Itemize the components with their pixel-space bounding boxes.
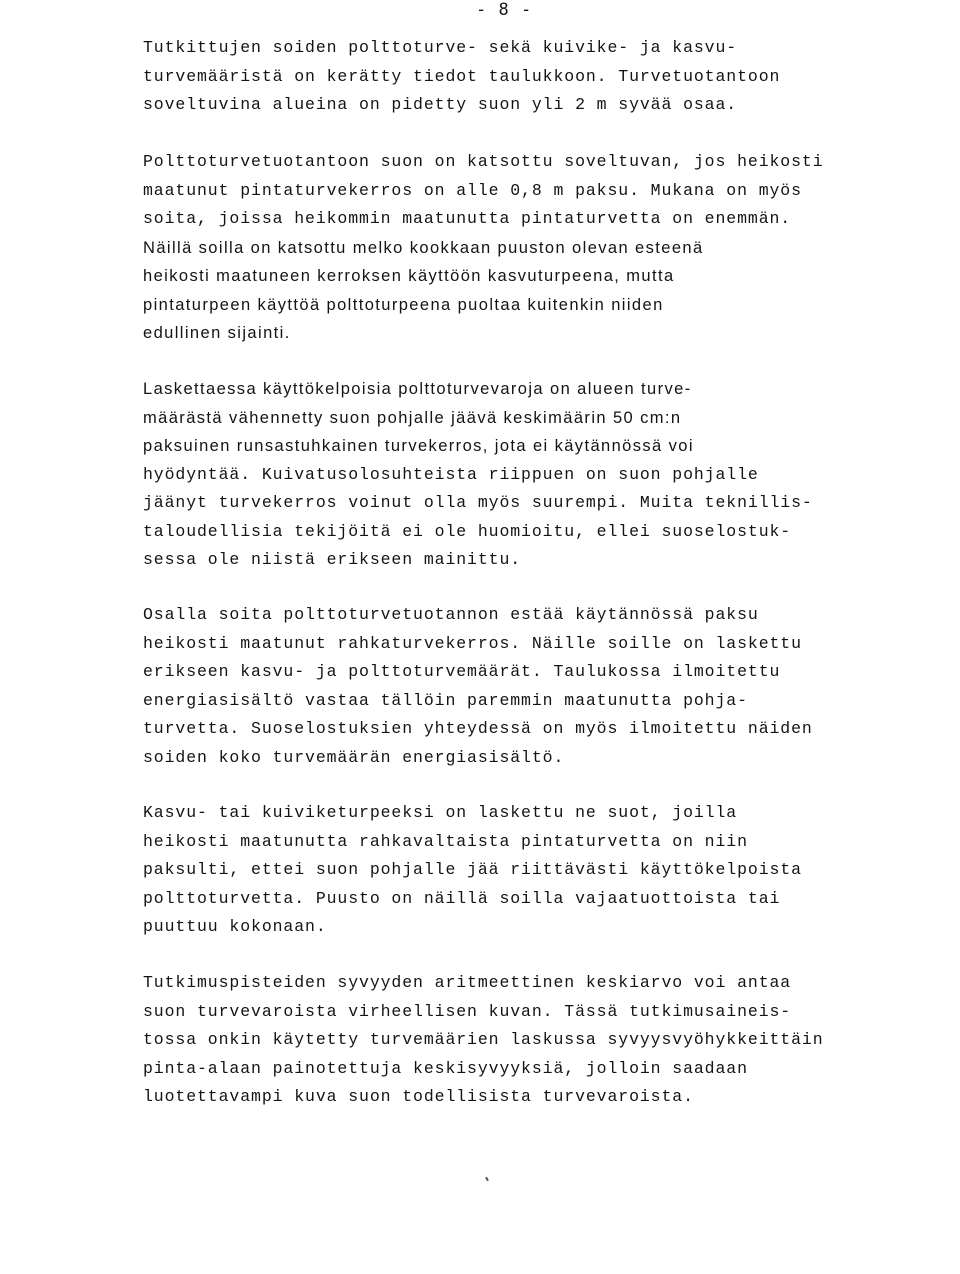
text-line: luotettavampi kuva suon todellisista turvevaroista.	[143, 1087, 694, 1106]
text-line: edullinen sijainti.	[143, 324, 291, 342]
text-line: Näillä soilla on katsottu melko kookkaan puuston olevan esteenä	[143, 238, 704, 257]
text-line: paksulti, ettei suon pohjalle jää riittävästi käyttökelpoista	[143, 860, 802, 879]
text-line: soita, joissa heikommin maatunutta pintaturvetta on enemmän.	[143, 209, 792, 228]
scan-speck	[485, 1177, 489, 1181]
text-line: Tutkittujen soiden polttoturve- sekä kuivike- ja kasvu-	[143, 38, 738, 57]
text-line: puuttuu kokonaan.	[143, 917, 327, 936]
paragraph-peat-quantities	[143, 34, 780, 120]
text-line: turvemääristä on kerätty tiedot taulukkoon. Turvetuotantoon	[143, 66, 781, 86]
text-line: pintaturpeen käyttöä polttoturpeena puoltaa kuitenkin niiden	[143, 295, 664, 314]
text-line: Osalla soita polttoturvetuotannon estää käytännössä paksu	[143, 605, 759, 624]
text-line: Kasvu- tai kuiviketurpeeksi on laskettu ne suot, joilla	[143, 803, 738, 822]
page-number: - 8 -	[476, 0, 533, 20]
text-line: Polttoturvetuotantoon suon on katsottu soveltuvan, jos heikosti	[143, 152, 824, 171]
text-line: soveltuvina alueina on pidetty suon yli 2 m syvää osaa.	[143, 95, 738, 114]
text-line: Laskettaessa käyttökelpoisia polttoturvevaroja on alueen turve-	[143, 380, 692, 398]
text-line: taloudellisia tekijöitä ei ole huomioitu, ellei suoselostuk-	[143, 521, 792, 541]
text-line: soiden koko turvemäärän energiasisältö.	[143, 747, 565, 767]
text-line: heikosti maatunut rahkaturvekerros. Näille soille on laskettu	[143, 633, 802, 653]
text-line: hyödyntää. Kuivatusolosuhteista riippuen on suon pohjalle	[143, 464, 759, 484]
text-line: maatunut pintaturvekerros on alle 0,8 m paksu. Mukana on myös	[143, 180, 802, 200]
text-line: polttoturvetta. Puusto on näillä soilla vajaatuottoista tai	[143, 888, 781, 908]
text-line: turvetta. Suoselostuksien yhteydessä on myös ilmoitettu näiden	[143, 719, 813, 738]
paragraph-horticultural-peat	[143, 799, 802, 942]
text-line: sessa ole niistä erikseen mainittu.	[143, 550, 522, 569]
text-line: paksuinen runsastuhkainen turvekerros, jota ei käytännössä voi	[143, 437, 694, 455]
text-line: pinta-alaan painotettuja keskisyvyyksiä, jolloin saadaan	[143, 1058, 748, 1078]
text-line: heikosti maatuneen kerroksen käyttöön kasvuturpeena, mutta	[143, 267, 675, 285]
text-line: energiasisältö vastaa tällöin paremmin maatunutta pohja-	[143, 690, 748, 710]
paragraph-depth-averaging	[143, 969, 824, 1112]
text-line: erikseen kasvu- ja polttoturvemäärät. Taulukossa ilmoitettu	[143, 662, 781, 681]
text-line: suon turvevaroista virheellisen kuvan. Tässä tutkimusaineis-	[143, 1001, 792, 1021]
text-line: tossa onkin käytetty turvemäärien laskussa syvyysvyöhykkeittäin	[143, 1030, 824, 1049]
text-line: jäänyt turvekerros voinut olla myös suurempi. Muita teknillis-	[143, 493, 813, 512]
text-line: määrästä vähennetty suon pohjalle jäävä keskimäärin 50 cm:n	[143, 408, 682, 427]
paragraph-fuel-peat-suitability	[143, 148, 824, 348]
text-line: heikosti maatunutta rahkavaltaista pintaturvetta on niin	[143, 831, 748, 851]
text-line: Tutkimuspisteiden syvyyden aritmeettinen keskiarvo voi antaa	[143, 973, 792, 992]
paragraph-sphagnum-layer	[143, 601, 813, 772]
paragraph-usable-reserves	[143, 375, 813, 575]
